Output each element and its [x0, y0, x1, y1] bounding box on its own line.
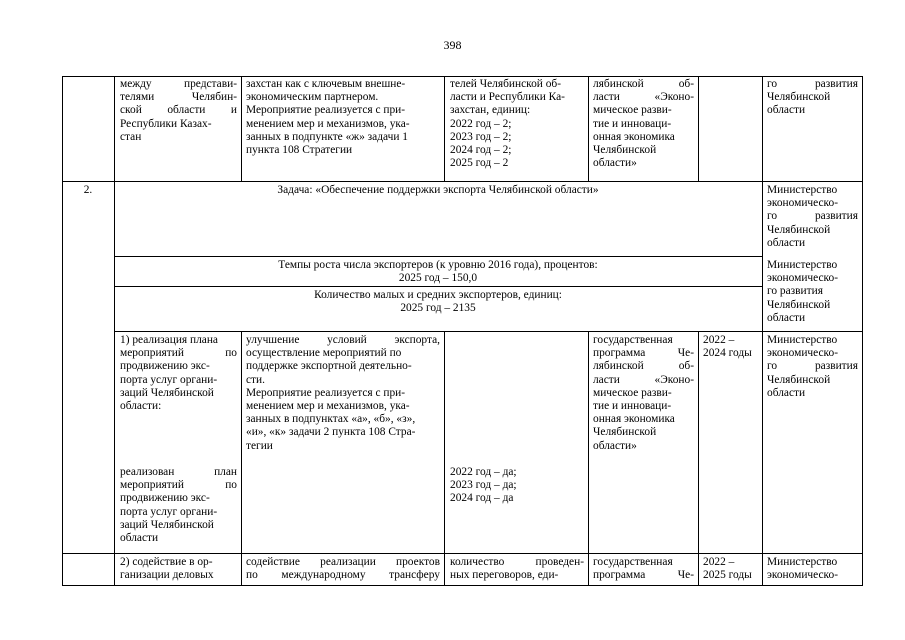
text-line: захстан, единиц:	[450, 104, 531, 117]
word: условий	[327, 334, 367, 346]
text-line: 2025 годы	[703, 569, 752, 582]
text-line	[593, 78, 694, 91]
word: реализации	[320, 556, 376, 568]
executor-cell	[767, 184, 858, 250]
task-number: 2.	[83, 184, 93, 196]
program-cell	[593, 78, 694, 170]
word: «Эконо-	[654, 91, 694, 104]
column-divider	[698, 76, 699, 181]
executor-cell	[767, 259, 858, 325]
column-divider	[444, 76, 445, 181]
text-line	[120, 347, 237, 360]
word: представи-	[184, 78, 237, 90]
word: ласти	[593, 91, 620, 104]
indicator-cell	[450, 556, 584, 582]
text-line: 2023 год – да;	[450, 479, 517, 492]
indicator-cell	[450, 78, 584, 170]
text-line: Челябинской	[767, 91, 831, 104]
text-line: го развития	[767, 285, 823, 298]
task-title: Задача: «Обеспечение поддержки экспорта Челябинской области»	[277, 184, 599, 196]
measure-cell	[120, 556, 237, 582]
executor-cell	[767, 556, 858, 582]
text-line: тие и инноваци-	[593, 400, 672, 413]
text-line: мическое разви-	[593, 386, 672, 399]
text-line	[593, 347, 694, 360]
text-line: Мероприятие реализуется с при-	[246, 104, 406, 117]
word: программа	[593, 347, 646, 360]
measure-result-cell	[120, 466, 237, 545]
text-line	[767, 360, 858, 373]
word: экспорта,	[394, 334, 440, 346]
text-line: 2025 год – 2	[450, 157, 509, 170]
column-divider	[762, 76, 763, 585]
text-line: ных переговоров, еди-	[450, 569, 559, 582]
period-cell	[703, 334, 759, 360]
plan-table	[62, 76, 862, 586]
text-line: Министерство	[767, 556, 838, 568]
word: международному	[281, 569, 366, 582]
target-indicator	[114, 259, 762, 285]
column-divider	[241, 76, 242, 181]
text-line: порта услуг органи-	[120, 505, 218, 518]
text-line	[120, 78, 237, 91]
text-line: захстан как с ключевым внешне-	[246, 78, 406, 90]
period-cell	[703, 556, 759, 582]
table-top-border	[62, 76, 862, 77]
text-line: Челябинской	[593, 426, 657, 439]
word: по	[225, 347, 237, 360]
text-line: ганизации деловых	[120, 569, 214, 582]
text-line: 2022 –	[703, 556, 735, 568]
content-cell	[246, 556, 440, 582]
text-line: Министерство	[767, 259, 838, 271]
text-line: 1) реализация плана	[120, 334, 218, 346]
column-divider	[444, 331, 445, 585]
content-cell	[246, 334, 440, 453]
word: лябинской	[593, 78, 644, 90]
text-line: Темпы роста числа экспортеров (к уровню 2016 года), процентов:	[278, 259, 598, 271]
text-line	[593, 374, 694, 387]
word: го	[767, 78, 778, 90]
text-line: 2022 –	[703, 334, 735, 346]
word: го	[767, 210, 778, 223]
column-divider	[588, 331, 589, 585]
word: мероприятий	[120, 479, 184, 492]
text-line	[120, 104, 237, 117]
text-line: Челябинской	[767, 373, 831, 386]
text-line: 2) содействие в ор-	[120, 556, 213, 568]
word: телями	[120, 91, 155, 104]
column-divider	[62, 76, 63, 585]
text-line: области	[767, 311, 806, 324]
text-line: заций Челябинской	[120, 518, 214, 531]
row-divider	[62, 181, 862, 182]
indicator-cell	[450, 466, 584, 506]
text-line: экономическим партнером.	[246, 91, 379, 104]
text-line	[120, 91, 237, 104]
word: об-	[678, 360, 694, 373]
text-line: области»	[593, 439, 637, 452]
text-line: области	[120, 532, 159, 545]
word: по	[225, 479, 237, 492]
text-line: пункта 108 Стратегии	[246, 144, 353, 157]
text-line	[120, 466, 237, 479]
text-line: занных в подпункте «ж» задачи 1	[246, 130, 409, 143]
word: план	[214, 466, 237, 478]
text-line: государственная	[593, 334, 673, 346]
text-line: 2025 год – 150,0	[398, 272, 478, 285]
text-line: Министерство	[767, 334, 838, 346]
text-line: мическое разви-	[593, 104, 672, 117]
word: об-	[678, 78, 694, 90]
text-line: 2022 год – да;	[450, 466, 517, 478]
word: го	[767, 360, 778, 373]
text-line: онная экономика	[593, 413, 675, 426]
text-line: продвижению экс-	[120, 492, 210, 505]
text-line	[767, 210, 858, 223]
word: Че-	[677, 569, 694, 582]
row-divider	[114, 256, 762, 257]
text-line	[593, 360, 694, 373]
text-line: занных в подпунктах «а», «б», «з»,	[246, 413, 416, 426]
word: количество	[450, 556, 505, 568]
word: содействие	[246, 556, 300, 568]
word: развития	[814, 360, 858, 373]
measure-cell	[120, 334, 237, 413]
word: Челябин-	[191, 91, 237, 104]
text-line: Республики Казах-	[120, 117, 212, 130]
word: программа	[593, 569, 646, 582]
text-line: экономическо-	[767, 569, 838, 582]
text-line: экономическо-	[767, 347, 838, 360]
text-line	[246, 334, 440, 347]
text-line: продвижению экс-	[120, 360, 210, 373]
column-divider	[241, 331, 242, 585]
text-line: государственная	[593, 556, 673, 568]
target-indicator	[114, 289, 762, 315]
column-divider	[114, 76, 115, 585]
text-line: Министерство	[767, 184, 838, 196]
text-line: менением мер и механизмов, ука-	[246, 400, 410, 413]
text-line: поддержке экспортной деятельно-	[246, 360, 412, 373]
text-line: Челябинской	[593, 144, 657, 157]
text-line	[593, 569, 694, 582]
content-cell	[246, 78, 440, 157]
text-line: области	[767, 104, 806, 117]
text-line	[246, 569, 440, 582]
text-line: телей Челябинской об-	[450, 78, 562, 90]
executor-cell	[767, 334, 858, 400]
text-line: области	[767, 236, 806, 249]
text-line: области»	[593, 157, 637, 170]
text-line: области	[767, 386, 806, 399]
text-line: осуществление мероприятий по	[246, 347, 402, 360]
row-divider	[62, 553, 862, 554]
text-line: стан	[120, 130, 142, 143]
program-cell	[593, 556, 694, 582]
table-bottom-border	[62, 585, 862, 586]
text-line: Количество малых и средних экспортеров, единиц:	[314, 289, 562, 301]
word: Че-	[677, 347, 694, 360]
row-divider	[114, 286, 762, 287]
row-divider	[114, 331, 862, 332]
word: и	[230, 104, 237, 117]
text-line	[450, 556, 584, 569]
text-line: экономическо-	[767, 272, 838, 285]
text-line: Мероприятие реализуется с при-	[246, 386, 406, 399]
text-line	[767, 78, 858, 91]
text-line: 2022 год – 2;	[450, 117, 512, 130]
program-cell	[593, 334, 694, 453]
text-line: онная экономика	[593, 130, 675, 143]
measure-cell	[120, 78, 237, 144]
text-line: 2024 годы	[703, 347, 752, 360]
executor-cell	[767, 78, 858, 118]
word: улучшение	[246, 334, 300, 346]
text-line: Челябинской	[767, 223, 831, 236]
text-line: заций Челябинской	[120, 386, 214, 399]
text-line: тие и инноваци-	[593, 117, 672, 130]
text-line	[246, 556, 440, 569]
text-line: менением мер и механизмов, ука-	[246, 117, 410, 130]
page-number: 398	[443, 38, 462, 52]
text-line: экономическо-	[767, 197, 838, 210]
word: «Эконо-	[654, 373, 694, 386]
text-line	[120, 479, 237, 492]
word: области	[167, 104, 206, 117]
text-line: 2023 год – 2;	[450, 130, 512, 143]
word: развития	[814, 78, 858, 90]
word: трансферу	[389, 569, 440, 582]
word: ской	[120, 104, 142, 117]
text-line: 2024 год – да	[450, 492, 514, 505]
text-line: Челябинской	[767, 298, 831, 311]
word: развития	[814, 210, 858, 223]
column-divider	[862, 76, 863, 586]
column-divider	[588, 76, 589, 181]
word: между	[120, 78, 152, 90]
text-line	[593, 91, 694, 104]
column-divider	[698, 331, 699, 585]
word: по	[246, 569, 258, 582]
word: ласти	[593, 373, 620, 386]
text-line: области:	[120, 400, 162, 413]
text-line: 2025 год – 2135	[400, 302, 476, 315]
text-line: тегии	[246, 439, 273, 452]
word: проектов	[396, 556, 440, 568]
word: мероприятий	[120, 347, 184, 360]
word: реализован	[120, 466, 175, 478]
text-line: порта услуг органи-	[120, 373, 218, 386]
text-line: сти.	[246, 373, 265, 386]
word: проведен-	[535, 556, 584, 568]
text-line: ласти и Республики Ка-	[450, 91, 565, 104]
text-line: 2024 год – 2;	[450, 144, 512, 157]
text-line: «и», «к» задачи 2 пункта 108 Стра-	[246, 426, 416, 439]
word: лябинской	[593, 360, 644, 373]
